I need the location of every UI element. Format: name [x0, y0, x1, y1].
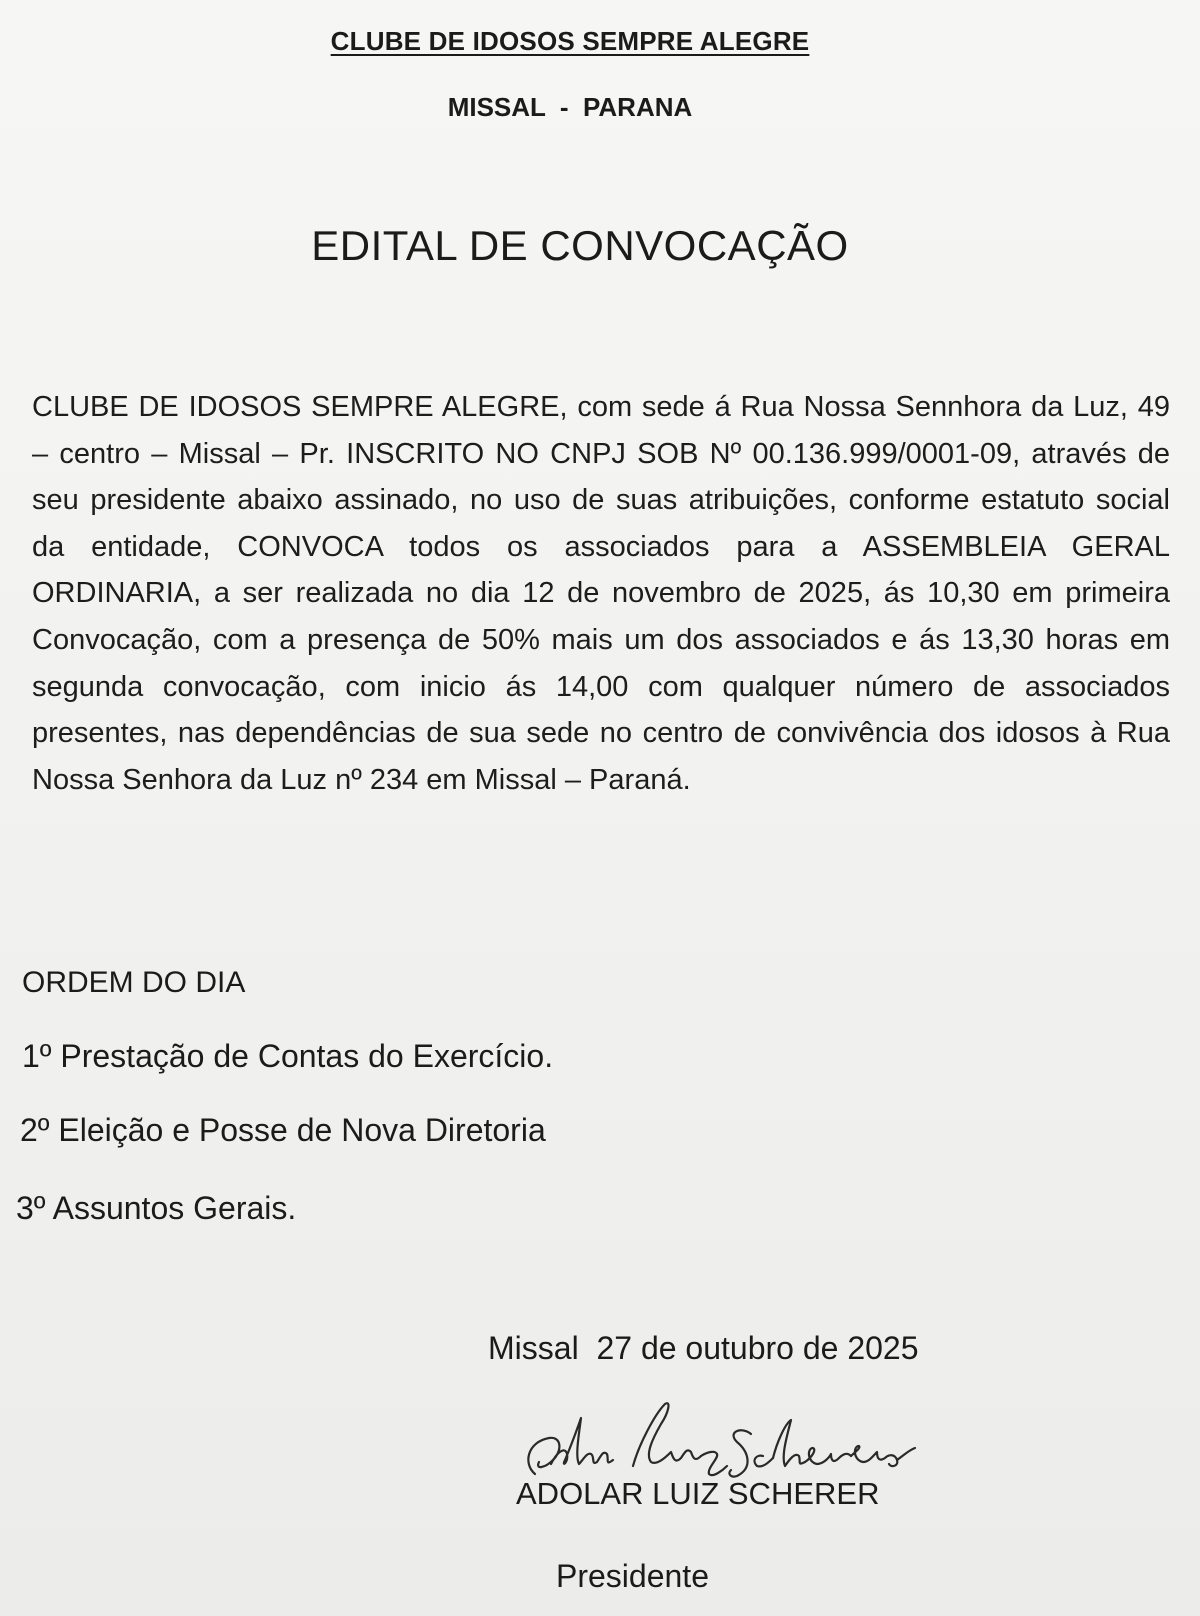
organization-location: MISSAL - PARANA [447, 92, 693, 122]
signer-role: Presidente [556, 1558, 709, 1594]
place-and-date: Missal 27 de outubro de 2025 [488, 1330, 919, 1366]
agenda-item: 2º Eleição e Posse de Nova Diretoria [20, 1112, 546, 1148]
agenda-item: 1º Prestação de Contas do Exercício. [22, 1038, 554, 1074]
agenda-item: 3º Assuntos Gerais. [16, 1190, 297, 1226]
document-title: EDITAL DE CONVOCAÇÃO [311, 222, 849, 269]
organization-name: CLUBE DE IDOSOS SEMPRE ALEGRE [330, 26, 810, 56]
signer-name: ADOLAR LUIZ SCHERER [516, 1476, 880, 1511]
convocation-body: CLUBE DE IDOSOS SEMPRE ALEGRE, com sede á Rua Nossa Sennhora da Luz, 49 – centro – Missal – Pr. INSCRITO NO CNPJ SOB Nº 00.136.999/0001-09, através de seu presidente abaixo assinado, no uso de suas atribuições, conforme estatuto social da entidade, CONVOCA todos os associados para a ASSEMBLEIA GERAL ORDINARIA, a ser realizada no dia 12 de novembro de 2025, ás 10,30 em primeira Convocação, com a presença de 50% mais um dos associados e ás 13,30 horas em segunda convocação, com inicio ás 14,00 com qualquer número de associados presentes, nas dependências de sua sede no centro de convivência dos idosos à Rua Nossa Senhora da Luz nº 234 em Missal – Paraná. [32, 391, 1170, 796]
agenda-title: ORDEM DO DIA [22, 966, 246, 999]
